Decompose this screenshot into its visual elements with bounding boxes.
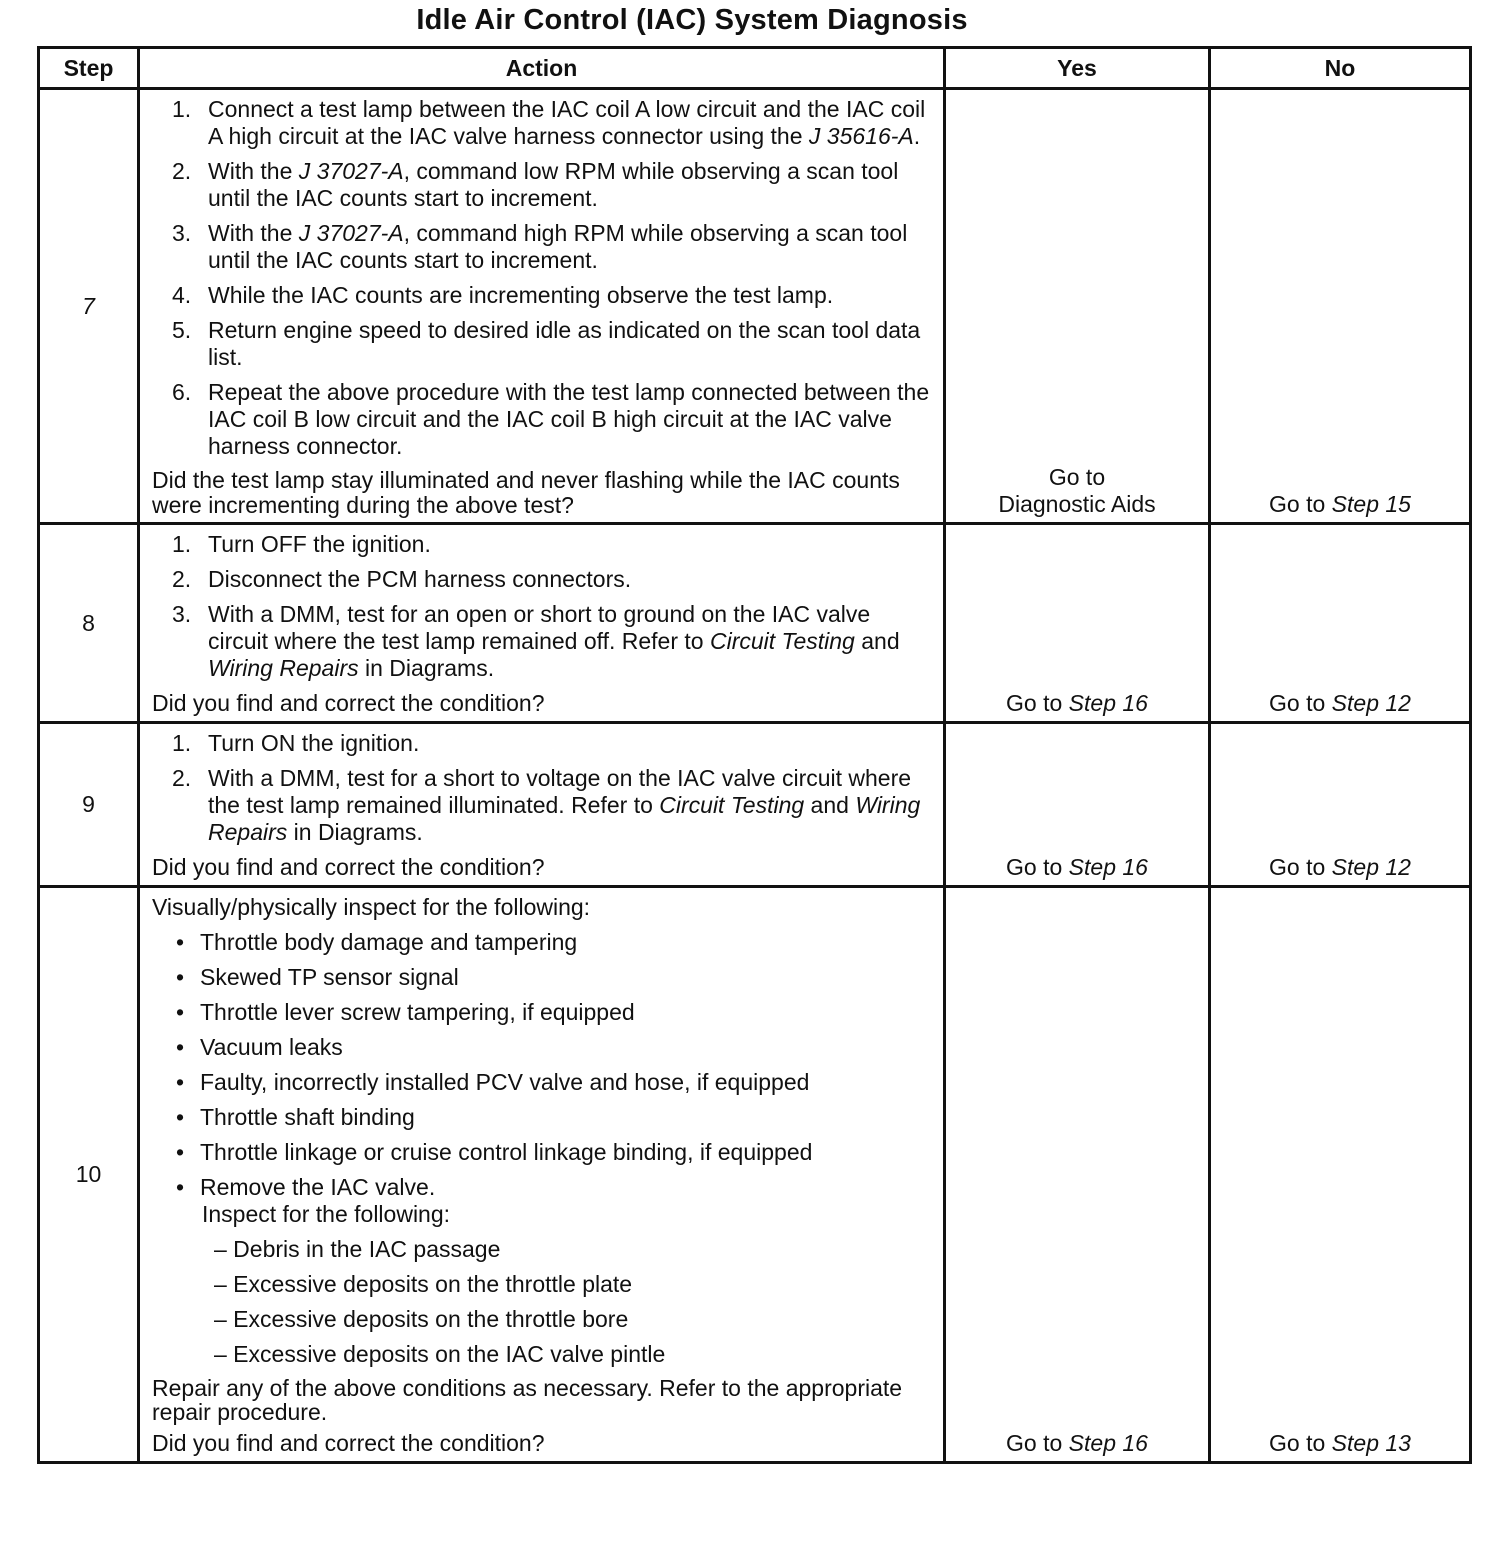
table-row	[39, 89, 1471, 524]
list-item: • Vacuum leaks	[152, 1034, 935, 1061]
action-cell	[139, 89, 945, 524]
list-item: 4. While the IAC counts are incrementing observe the test lamp.	[172, 282, 834, 308]
list-item: – Excessive deposits on the IAC valve pintle	[214, 1341, 666, 1367]
table-row	[39, 524, 1471, 723]
list-item: • Throttle lever screw tampering, if equipped	[152, 999, 935, 1026]
list-item: 6. Repeat the above procedure with the test lamp connected between the IAC coil B low circuit and the IAC coil B high circuit at the IAC valve harness connector.	[172, 379, 930, 459]
question: Did you find and correct the condition?	[152, 690, 545, 716]
yes-result: Go to Step 16	[945, 524, 1210, 723]
list-item: 3. With the J 37027-A, command high RPM while observing a scan tool until the IAC counts start to increment.	[172, 220, 908, 273]
list-item: 3. With a DMM, test for an open or short to ground on the IAC valve circuit where the test lamp remained off. Refer to Circuit Testing and Wiring Repairs in Diagrams.	[172, 601, 900, 681]
step-number: 7	[39, 89, 139, 524]
list-item: 1. Turn ON the ignition.	[172, 730, 420, 756]
question: Did you find and correct the condition?	[152, 854, 545, 880]
list-item: • Throttle shaft binding	[152, 1104, 935, 1131]
list-item: 5. Return engine speed to desired idle as indicated on the scan tool data list.	[172, 317, 921, 370]
diagnosis-table	[37, 46, 1472, 1464]
action-cell	[139, 524, 945, 723]
header-no: No	[1210, 48, 1471, 89]
table-row	[39, 887, 1471, 1463]
step-number: 10	[39, 887, 139, 1463]
list-item: – Excessive deposits on the throttle bore	[214, 1306, 629, 1332]
action-cell	[139, 887, 945, 1463]
list-item: • Skewed TP sensor signal	[152, 964, 935, 991]
no-result: Go to Step 12	[1210, 524, 1471, 723]
list-item: – Excessive deposits on the throttle plate	[214, 1271, 633, 1297]
table-row	[39, 723, 1471, 887]
sub-intro: Inspect for the following:	[202, 1201, 451, 1227]
yes-result: Go to Diagnostic Aids	[945, 89, 1210, 524]
step-number: 9	[39, 723, 139, 887]
no-result: Go to Step 13	[1210, 887, 1471, 1463]
list-item: 2. With the J 37027-A, command low RPM while observing a scan tool until the IAC counts start to increment.	[172, 158, 899, 211]
action-cell	[139, 723, 945, 887]
question: Did the test lamp stay illuminated and never flashing while the IAC counts were incrementing during the above test?	[152, 467, 900, 518]
step-number: 8	[39, 524, 139, 723]
list-item: 1. Turn OFF the ignition.	[172, 531, 431, 557]
header-step: Step	[39, 48, 139, 89]
yes-result: Go to Step 16	[945, 887, 1210, 1463]
repair-note: Repair any of the above conditions as necessary. Refer to the appropriate repair procedure.	[152, 1375, 903, 1425]
header-yes: Yes	[945, 48, 1210, 89]
list-item: 1. Connect a test lamp between the IAC coil A low circuit and the IAC coil A high circuit at the IAC valve harness connector using the J 35616-A.	[172, 96, 926, 149]
list-item: • Faulty, incorrectly installed PCV valve and hose, if equipped	[152, 1069, 935, 1096]
document-title: Idle Air Control (IAC) System Diagnosis	[416, 4, 968, 36]
no-result: Go to Step 15	[1210, 89, 1471, 524]
list-item: 2. Disconnect the PCM harness connectors.	[172, 566, 632, 592]
list-item: • Throttle body damage and tampering	[152, 929, 935, 956]
list-item: • Remove the IAC valve. Inspect for the following:	[152, 1174, 935, 1228]
inspection-intro: Visually/physically inspect for the following:	[152, 894, 591, 920]
list-item: – Debris in the IAC passage	[214, 1236, 501, 1262]
list-item: • Throttle linkage or cruise control linkage binding, if equipped	[152, 1139, 935, 1166]
question: Did you find and correct the condition?	[152, 1430, 545, 1456]
header-row	[39, 48, 1471, 89]
list-item: 2. With a DMM, test for a short to voltage on the IAC valve circuit where the test lamp remained illuminated. Refer to Circuit Testing and Wiring Repairs in Diagrams.	[172, 765, 921, 845]
header-action: Action	[139, 48, 945, 89]
yes-result: Go to Step 16	[945, 723, 1210, 887]
no-result: Go to Step 12	[1210, 723, 1471, 887]
